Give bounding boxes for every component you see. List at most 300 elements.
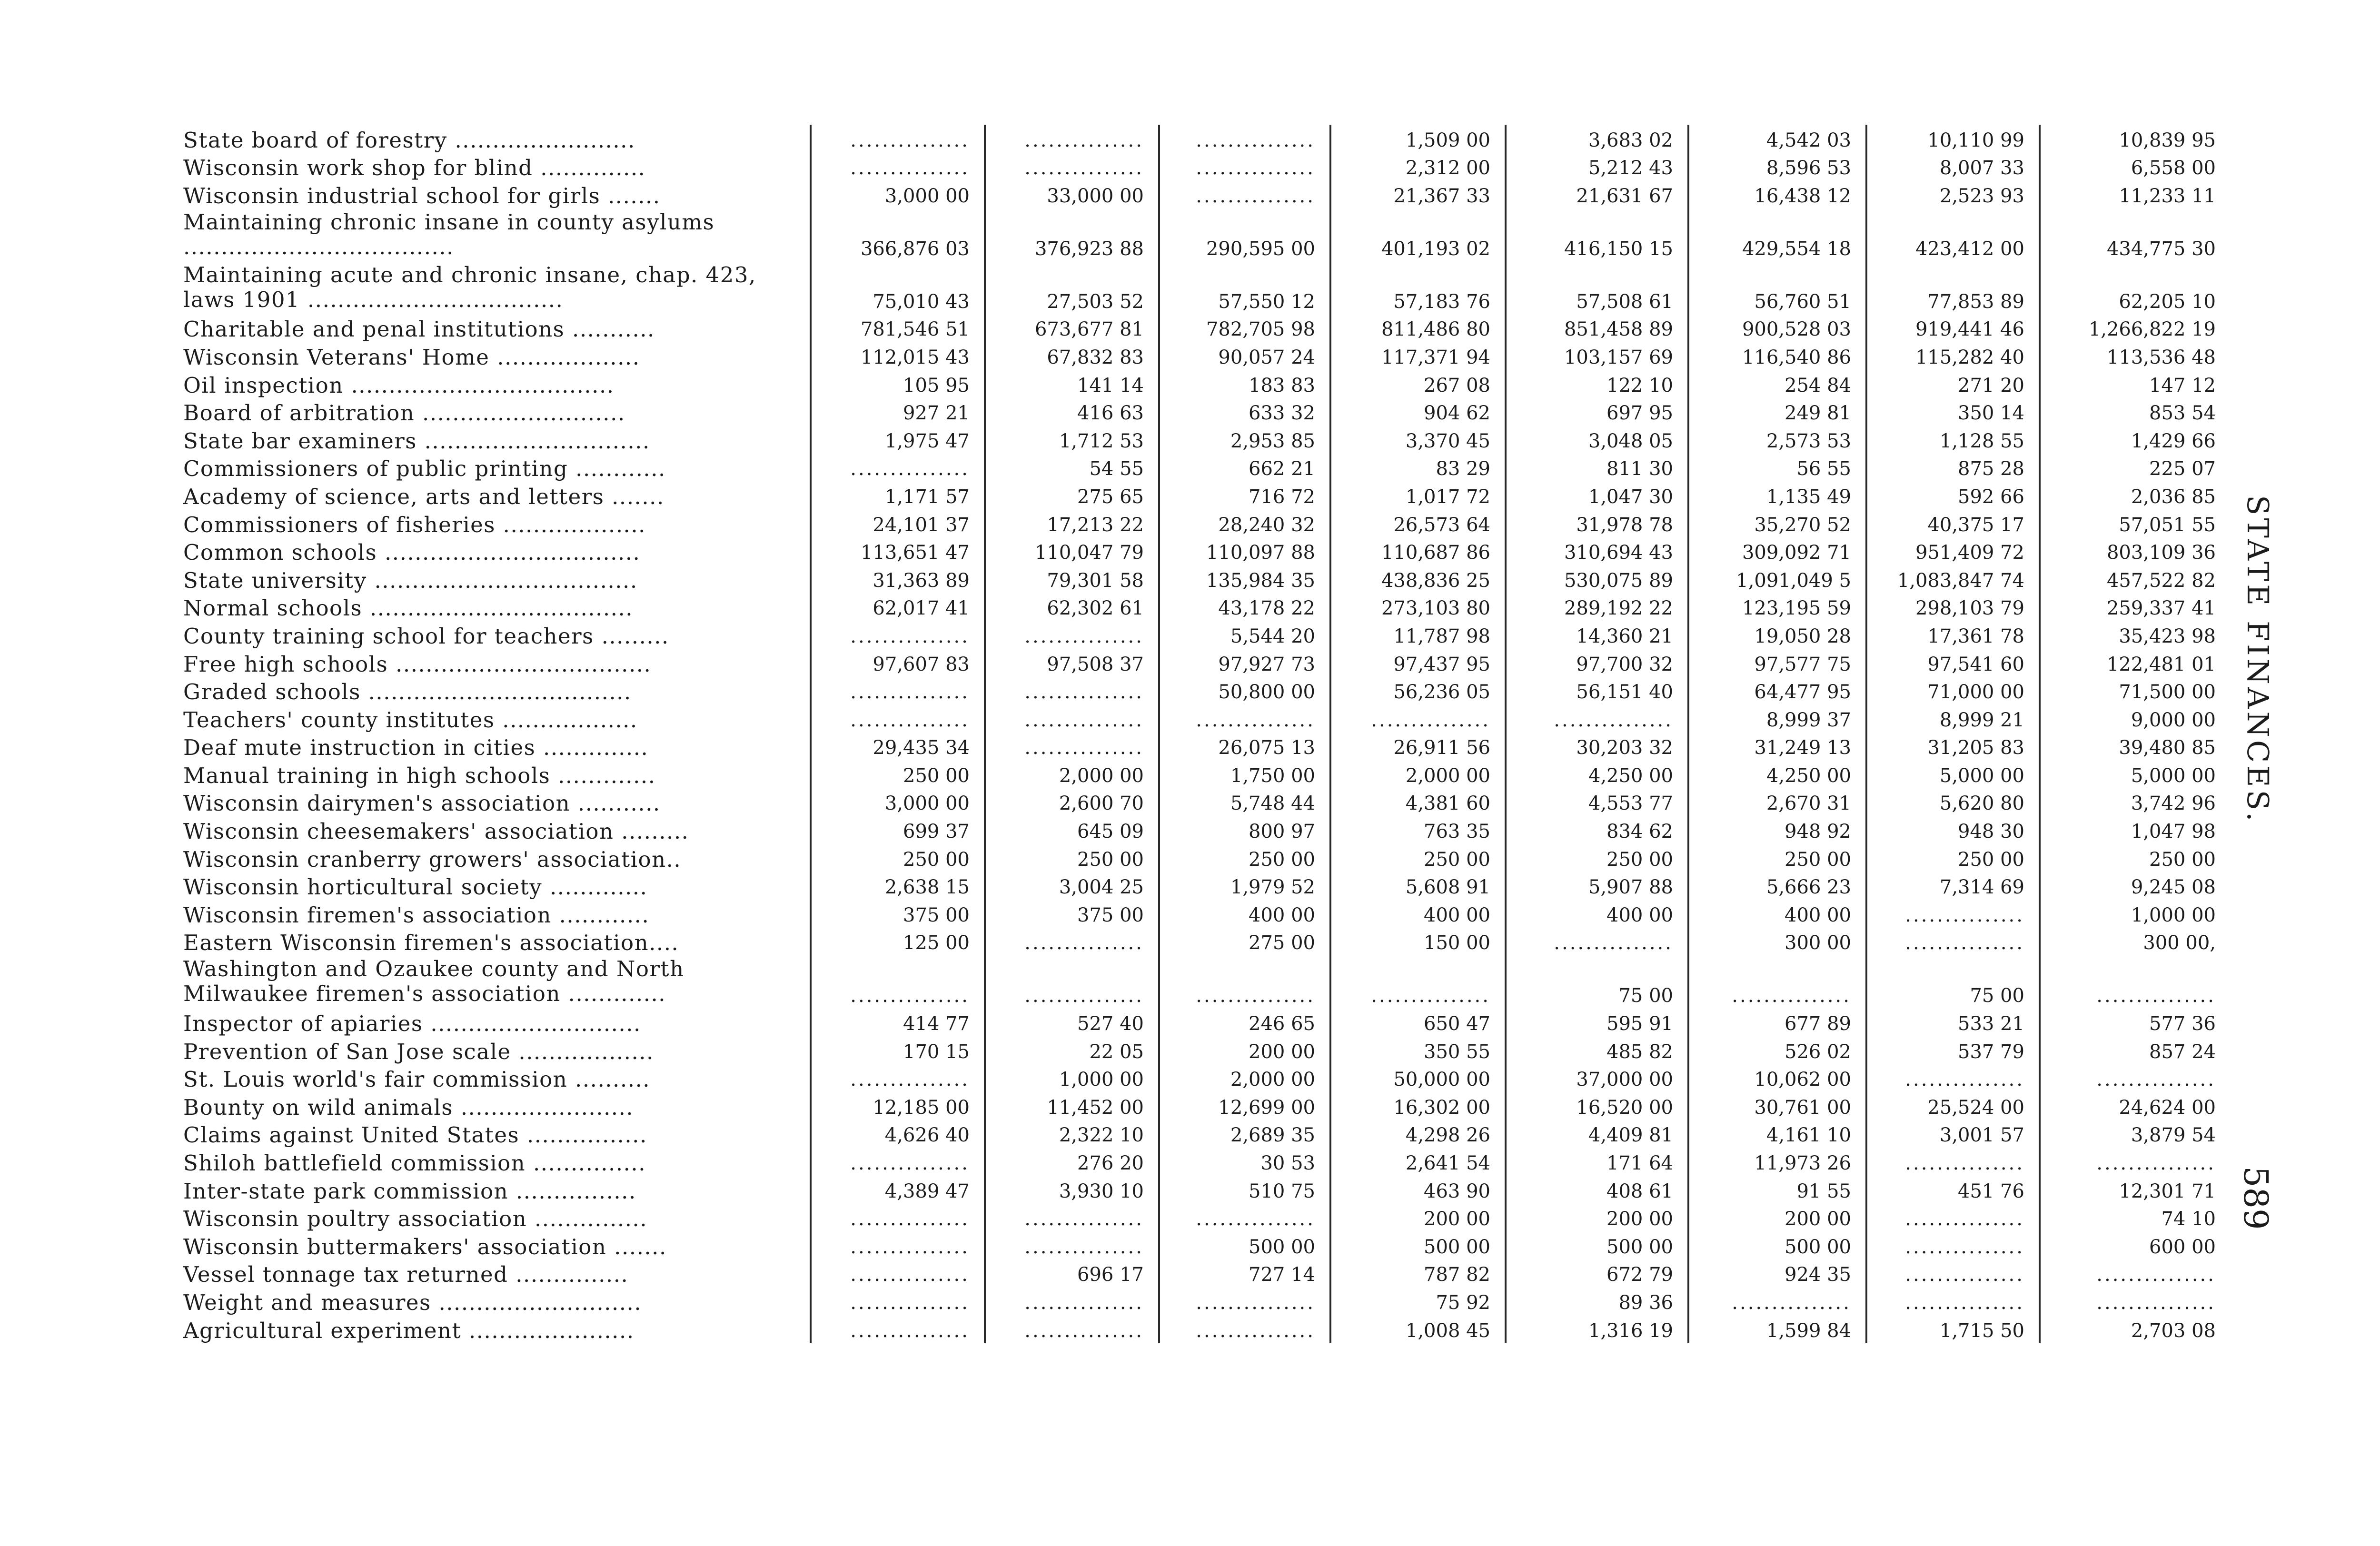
amount-cell: 125 00 (811, 928, 985, 956)
amount-cell: 254 84 (1688, 370, 1866, 398)
amount-cell: 170 15 (811, 1036, 985, 1064)
row-label: Wisconsin work shop for blind .............. (183, 155, 646, 181)
table-row (183, 1064, 2220, 1092)
amount-cell: 249 81 (1688, 398, 1866, 426)
amount-cell: 500 00 (1688, 1231, 1866, 1259)
page-number: 589 (2236, 1166, 2275, 1230)
amount-cell: ............... (1159, 125, 1330, 153)
amount-cell: 416,150 15 (1506, 208, 1688, 261)
amount-cell: 1,979 52 (1159, 872, 1330, 900)
amount-cell: 26,075 13 (1159, 733, 1330, 761)
amount-cell: 275 65 (985, 481, 1159, 509)
amount-cell: 273,103 80 (1330, 593, 1506, 621)
amount-cell: 924 35 (1688, 1259, 1866, 1288)
amount-cell: 10,062 00 (1688, 1064, 1866, 1092)
table-row (183, 370, 2220, 398)
amount-cell: ............... (985, 955, 1159, 1008)
amount-cell: ............... (985, 125, 1159, 153)
amount-cell: 727 14 (1159, 1259, 1330, 1288)
row-label: Wisconsin dairymen's association ........... (183, 791, 661, 816)
table-row (183, 928, 2220, 956)
amount-cell: 12,301 71 (2040, 1176, 2220, 1204)
row-label: Inter-state park commission ................ (183, 1178, 636, 1204)
amount-cell: 803,109 36 (2040, 537, 2220, 565)
amount-cell: 673,677 81 (985, 314, 1159, 342)
amount-cell: 75 00 (1506, 955, 1688, 1008)
amount-cell: 633 32 (1159, 398, 1330, 426)
amount-cell: 400 00 (1159, 900, 1330, 928)
amount-cell: 57,508 61 (1506, 261, 1688, 314)
amount-cell: 672 79 (1506, 1259, 1688, 1288)
amount-cell: 527 40 (985, 1008, 1159, 1036)
amount-cell: 97,927 73 (1159, 649, 1330, 677)
amount-cell: 4,553 77 (1506, 788, 1688, 816)
amount-cell: 30,203 32 (1506, 733, 1688, 761)
amount-cell: 97,541 60 (1866, 649, 2040, 677)
amount-cell: 26,573 64 (1330, 509, 1506, 537)
amount-cell: 951,409 72 (1866, 537, 2040, 565)
amount-cell: 5,907 88 (1506, 872, 1688, 900)
amount-cell: 56 55 (1688, 454, 1866, 482)
row-label: Commissioners of public printing ............ (183, 456, 666, 482)
amount-cell: 74 10 (2040, 1204, 2220, 1232)
row-label: State bar examiners .............................. (183, 428, 650, 454)
amount-cell: 662 21 (1159, 454, 1330, 482)
amount-cell: 300 00 (1688, 928, 1866, 956)
amount-cell: 2,703 08 (2040, 1315, 2220, 1343)
amount-cell: 2,322 10 (985, 1120, 1159, 1148)
amount-cell: ............... (1159, 153, 1330, 181)
amount-cell: 2,000 00 (985, 760, 1159, 788)
amount-cell: 366,876 03 (811, 208, 985, 261)
row-label: Wisconsin Veterans' Home ................... (183, 344, 640, 370)
amount-cell: 11,452 00 (985, 1092, 1159, 1120)
amount-cell: 3,879 54 (2040, 1120, 2220, 1148)
amount-cell: ............... (2040, 1259, 2220, 1288)
amount-cell: 834 62 (1506, 816, 1688, 844)
row-label: Washington and Ozaukee county and North Milwaukee firemen's association ............. (183, 956, 684, 1007)
table-row (183, 1231, 2220, 1259)
table-row (183, 788, 2220, 816)
amount-cell: 75,010 43 (811, 261, 985, 314)
amount-cell: 900,528 03 (1688, 314, 1866, 342)
amount-cell: 375 00 (985, 900, 1159, 928)
amount-cell: 600 00 (2040, 1231, 2220, 1259)
amount-cell: ............... (811, 1148, 985, 1176)
table-row (183, 1148, 2220, 1176)
amount-cell: 171 64 (1506, 1148, 1688, 1176)
amount-cell: ............... (811, 1259, 985, 1288)
amount-cell: 1,750 00 (1159, 760, 1330, 788)
table-row (183, 1176, 2220, 1204)
amount-cell: ............... (1866, 1287, 2040, 1315)
amount-cell: 716 72 (1159, 481, 1330, 509)
amount-cell: 141 14 (985, 370, 1159, 398)
amount-cell: 29,435 34 (811, 733, 985, 761)
table-row (183, 844, 2220, 872)
amount-cell: 110,047 79 (985, 537, 1159, 565)
amount-cell: 200 00 (1330, 1204, 1506, 1232)
table-row (183, 1204, 2220, 1232)
row-label: Shiloh battlefield commission ............... (183, 1150, 646, 1176)
amount-cell: ............... (985, 733, 1159, 761)
amount-cell: 1,017 72 (1330, 481, 1506, 509)
amount-cell: 90,057 24 (1159, 342, 1330, 370)
amount-cell: 697 95 (1506, 398, 1688, 426)
amount-cell: 4,626 40 (811, 1120, 985, 1148)
amount-cell: 14,360 21 (1506, 621, 1688, 649)
amount-cell: 75 92 (1330, 1287, 1506, 1315)
amount-cell: 115,282 40 (1866, 342, 2040, 370)
amount-cell: 5,544 20 (1159, 621, 1330, 649)
amount-cell: 3,742 96 (2040, 788, 2220, 816)
amount-cell: ............... (811, 1231, 985, 1259)
table-row (183, 704, 2220, 733)
amount-cell: 457,522 82 (2040, 565, 2220, 593)
amount-cell: 948 92 (1688, 816, 1866, 844)
amount-cell: 113,536 48 (2040, 342, 2220, 370)
amount-cell: 1,091,049 5 (1688, 565, 1866, 593)
amount-cell: 3,048 05 (1506, 426, 1688, 454)
amount-cell: 650 47 (1330, 1008, 1506, 1036)
row-label: Academy of science, arts and letters ....... (183, 484, 664, 509)
amount-cell: 200 00 (1506, 1204, 1688, 1232)
row-label: Free high schools .................................. (183, 651, 652, 677)
amount-cell: 2,000 00 (1330, 760, 1506, 788)
amount-cell: 423,412 00 (1866, 208, 2040, 261)
amount-cell: 400 00 (1506, 900, 1688, 928)
amount-cell: 30 53 (1159, 1148, 1330, 1176)
row-label: Claims against United States ................ (183, 1122, 647, 1148)
amount-cell: 1,083,847 74 (1866, 565, 2040, 593)
amount-cell: 24,101 37 (811, 509, 985, 537)
amount-cell: ............... (1688, 955, 1866, 1008)
amount-cell: 1,316 19 (1506, 1315, 1688, 1343)
amount-cell: 89 36 (1506, 1287, 1688, 1315)
amount-cell: 9,245 08 (2040, 872, 2220, 900)
amount-cell: 677 89 (1688, 1008, 1866, 1036)
amount-cell: 350 55 (1330, 1036, 1506, 1064)
amount-cell: ............... (1159, 704, 1330, 733)
amount-cell: 77,853 89 (1866, 261, 2040, 314)
amount-cell: 927 21 (811, 398, 985, 426)
amount-cell: 33,000 00 (985, 180, 1159, 208)
amount-cell: 429,554 18 (1688, 208, 1866, 261)
table-row (183, 1036, 2220, 1064)
amount-cell: ............... (1330, 704, 1506, 733)
amount-cell: 250 00 (2040, 844, 2220, 872)
amount-cell: 250 00 (1159, 844, 1330, 872)
amount-cell: 246 65 (1159, 1008, 1330, 1036)
amount-cell: 150 00 (1330, 928, 1506, 956)
row-label: Vessel tonnage tax returned ............... (183, 1262, 629, 1288)
amount-cell: 2,000 00 (1159, 1064, 1330, 1092)
amount-cell: ............... (1866, 1064, 2040, 1092)
amount-cell: 31,363 89 (811, 565, 985, 593)
amount-cell: ............... (2040, 1064, 2220, 1092)
row-label: Weight and measures ........................... (183, 1289, 642, 1315)
amount-cell: 16,302 00 (1330, 1092, 1506, 1120)
amount-cell: ............... (1866, 1204, 2040, 1232)
amount-cell: 1,429 66 (2040, 426, 2220, 454)
amount-cell: 43,178 22 (1159, 593, 1330, 621)
table-row (183, 261, 2220, 314)
amount-cell: 2,036 85 (2040, 481, 2220, 509)
amount-cell: ............... (1506, 928, 1688, 956)
amount-cell: ............... (811, 955, 985, 1008)
amount-cell: 4,250 00 (1506, 760, 1688, 788)
amount-cell: 2,600 70 (985, 788, 1159, 816)
amount-cell: ............... (811, 677, 985, 705)
table-row (183, 1287, 2220, 1315)
amount-cell: 375 00 (811, 900, 985, 928)
amount-cell: ............... (1688, 1287, 1866, 1315)
amount-cell: 54 55 (985, 454, 1159, 482)
amount-cell: 2,670 31 (1688, 788, 1866, 816)
amount-cell: 97,577 75 (1688, 649, 1866, 677)
amount-cell: 3,000 00 (811, 788, 985, 816)
amount-cell: 5,748 44 (1159, 788, 1330, 816)
amount-cell: 782,705 98 (1159, 314, 1330, 342)
amount-cell: 595 91 (1506, 1008, 1688, 1036)
amount-cell: 11,787 98 (1330, 621, 1506, 649)
amount-cell: 438,836 25 (1330, 565, 1506, 593)
amount-cell: 135,984 35 (1159, 565, 1330, 593)
table-row (183, 565, 2220, 593)
amount-cell: ............... (985, 677, 1159, 705)
table-row (183, 342, 2220, 370)
amount-cell: 28,240 32 (1159, 509, 1330, 537)
row-label: Inspector of apiaries ............................ (183, 1011, 641, 1037)
amount-cell: 64,477 95 (1688, 677, 1866, 705)
amount-cell: 183 83 (1159, 370, 1330, 398)
amount-cell: 537 79 (1866, 1036, 2040, 1064)
row-label: State board of forestry ........................ (183, 127, 635, 153)
amount-cell: ............... (2040, 955, 2220, 1008)
amount-cell: 1,599 84 (1688, 1315, 1866, 1343)
amount-cell: 17,361 78 (1866, 621, 2040, 649)
amount-cell: ............... (985, 153, 1159, 181)
amount-cell: ............... (1866, 1259, 2040, 1288)
amount-cell: 57,550 12 (1159, 261, 1330, 314)
amount-cell: 400 00 (1688, 900, 1866, 928)
amount-cell: 3,000 00 (811, 180, 985, 208)
row-label: St. Louis world's fair commission .......... (183, 1067, 651, 1092)
amount-cell: 300 00, (2040, 928, 2220, 956)
amount-cell: 485 82 (1506, 1036, 1688, 1064)
row-label: Wisconsin poultry association ............... (183, 1206, 648, 1232)
amount-cell: 787 82 (1330, 1259, 1506, 1288)
amount-cell: 400 00 (1330, 900, 1506, 928)
amount-cell: 21,367 33 (1330, 180, 1506, 208)
amount-cell: 62,017 41 (811, 593, 985, 621)
amount-cell: 290,595 00 (1159, 208, 1330, 261)
amount-cell: 31,249 13 (1688, 733, 1866, 761)
row-label: Maintaining chronic insane in county asylums .................................... (183, 209, 715, 259)
amount-cell: 250 00 (1330, 844, 1506, 872)
amount-cell: 122,481 01 (2040, 649, 2220, 677)
row-label: Wisconsin cheesemakers' association ......... (183, 819, 689, 844)
table-row (183, 537, 2220, 565)
amount-cell: 530,075 89 (1506, 565, 1688, 593)
amount-cell: ............... (1866, 900, 2040, 928)
table-row (183, 454, 2220, 482)
row-label: Wisconsin industrial school for girls ....... (183, 183, 661, 208)
amount-cell: ............... (985, 1315, 1159, 1343)
amount-cell: 97,508 37 (985, 649, 1159, 677)
row-label: Board of arbitration ........................... (183, 400, 625, 426)
amount-cell: ............... (1159, 955, 1330, 1008)
row-label: Wisconsin firemen's association ............ (183, 902, 650, 928)
amount-cell: 275 00 (1159, 928, 1330, 956)
amount-cell: ............... (2040, 1148, 2220, 1176)
table-row (183, 208, 2220, 261)
amount-cell: 1,047 30 (1506, 481, 1688, 509)
amount-cell: ............... (1506, 704, 1688, 733)
amount-cell: 113,651 47 (811, 537, 985, 565)
row-label: County training school for teachers ......... (183, 623, 669, 649)
amount-cell: 4,409 81 (1506, 1120, 1688, 1148)
amount-cell: ............... (985, 704, 1159, 733)
amount-cell: 8,007 33 (1866, 153, 2040, 181)
amount-cell: 414 77 (811, 1008, 985, 1036)
amount-cell: 4,298 26 (1330, 1120, 1506, 1148)
row-label: Oil inspection ................................... (183, 372, 615, 398)
amount-cell: 97,700 32 (1506, 649, 1688, 677)
row-label: Prevention of San Jose scale .................. (183, 1039, 654, 1064)
amount-cell: 11,973 26 (1688, 1148, 1866, 1176)
table-row (183, 1315, 2220, 1343)
row-label: Maintaining acute and chronic insane, chap. 423, laws 1901 .................................. (183, 262, 756, 312)
amount-cell: ............... (1866, 928, 2040, 956)
amount-cell: ............... (1330, 955, 1506, 1008)
amount-cell: 225 07 (2040, 454, 2220, 482)
amount-cell: 110,097 88 (1159, 537, 1330, 565)
amount-cell: 3,683 02 (1506, 125, 1688, 153)
amount-cell: 1,266,822 19 (2040, 314, 2220, 342)
amount-cell: 16,438 12 (1688, 180, 1866, 208)
amount-cell: 500 00 (1506, 1231, 1688, 1259)
running-head-title: STATE FINANCES. (2241, 495, 2275, 824)
amount-cell: 763 35 (1330, 816, 1506, 844)
amount-cell: 31,978 78 (1506, 509, 1688, 537)
amount-cell: ............... (811, 153, 985, 181)
amount-cell: 500 00 (1330, 1231, 1506, 1259)
amount-cell: 67,832 83 (985, 342, 1159, 370)
amount-cell: 19,050 28 (1688, 621, 1866, 649)
row-label: Charitable and penal institutions ........... (183, 317, 655, 342)
amount-cell: ............... (811, 125, 985, 153)
amount-cell: 79,301 58 (985, 565, 1159, 593)
amount-cell: 10,110 99 (1866, 125, 2040, 153)
amount-cell: 3,004 25 (985, 872, 1159, 900)
table-row (183, 398, 2220, 426)
amount-cell: ............... (811, 1204, 985, 1232)
amount-cell: 117,371 94 (1330, 342, 1506, 370)
amount-cell: 5,666 23 (1688, 872, 1866, 900)
amount-cell: 105 95 (811, 370, 985, 398)
table-row (183, 426, 2220, 454)
amount-cell: 35,423 98 (2040, 621, 2220, 649)
amount-cell: 7,314 69 (1866, 872, 2040, 900)
amount-cell: 200 00 (1688, 1204, 1866, 1232)
amount-cell: 500 00 (1159, 1231, 1330, 1259)
amount-cell: 250 00 (811, 760, 985, 788)
amount-cell: 5,608 91 (1330, 872, 1506, 900)
amount-cell: 1,008 45 (1330, 1315, 1506, 1343)
amount-cell: 1,000 00 (2040, 900, 2220, 928)
amount-cell: 463 90 (1330, 1176, 1506, 1204)
table-row (183, 314, 2220, 342)
amount-cell: 510 75 (1159, 1176, 1330, 1204)
table-row (183, 733, 2220, 761)
table-row (183, 153, 2220, 181)
amount-cell: ............... (811, 704, 985, 733)
amount-cell: 103,157 69 (1506, 342, 1688, 370)
table-row (183, 481, 2220, 509)
amount-cell: 533 21 (1866, 1008, 2040, 1036)
amount-cell: 451 76 (1866, 1176, 2040, 1204)
amount-cell: 2,312 00 (1330, 153, 1506, 181)
amount-cell: 526 02 (1688, 1036, 1866, 1064)
amount-cell: 267 08 (1330, 370, 1506, 398)
amount-cell: 2,641 54 (1330, 1148, 1506, 1176)
table-row (183, 649, 2220, 677)
row-label: Graded schools ................................... (183, 679, 632, 705)
row-label: Normal schools ................................... (183, 595, 634, 621)
amount-cell: 26,911 56 (1330, 733, 1506, 761)
amount-cell: ............... (985, 1204, 1159, 1232)
amount-cell: 57,051 55 (2040, 509, 2220, 537)
amount-cell: 1,047 98 (2040, 816, 2220, 844)
amount-cell: 10,839 95 (2040, 125, 2220, 153)
amount-cell: 310,694 43 (1506, 537, 1688, 565)
amount-cell: 1,128 55 (1866, 426, 2040, 454)
amount-cell: 27,503 52 (985, 261, 1159, 314)
amount-cell: ............... (1159, 1287, 1330, 1315)
amount-cell: 592 66 (1866, 481, 2040, 509)
amount-cell: 6,558 00 (2040, 153, 2220, 181)
table-row (183, 816, 2220, 844)
amount-cell: 8,999 37 (1688, 704, 1866, 733)
amount-cell: 1,715 50 (1866, 1315, 2040, 1343)
amount-cell: 71,000 00 (1866, 677, 2040, 705)
amount-cell: 3,930 10 (985, 1176, 1159, 1204)
table-row (183, 760, 2220, 788)
amount-cell: 699 37 (811, 816, 985, 844)
amount-cell: 17,213 22 (985, 509, 1159, 537)
amount-cell: 200 00 (1159, 1036, 1330, 1064)
amount-cell: 12,699 00 (1159, 1092, 1330, 1120)
amount-cell: 811 30 (1506, 454, 1688, 482)
amount-cell: 376,923 88 (985, 208, 1159, 261)
amount-cell: 696 17 (985, 1259, 1159, 1288)
row-label: Manual training in high schools ............. (183, 763, 656, 788)
amount-cell: 112,015 43 (811, 342, 985, 370)
amount-cell: 853 54 (2040, 398, 2220, 426)
amount-cell: 948 30 (1866, 816, 2040, 844)
row-label: Teachers' county institutes .................. (183, 707, 638, 733)
amount-cell: 4,389 47 (811, 1176, 985, 1204)
amount-cell: 1,135 49 (1688, 481, 1866, 509)
amount-cell: 800 97 (1159, 816, 1330, 844)
amount-cell: 71,500 00 (2040, 677, 2220, 705)
amount-cell: 24,624 00 (2040, 1092, 2220, 1120)
amount-cell: ............... (1159, 1204, 1330, 1232)
amount-cell: 122 10 (1506, 370, 1688, 398)
row-label: Deaf mute instruction in cities .............. (183, 735, 649, 761)
table-row (183, 1092, 2220, 1120)
